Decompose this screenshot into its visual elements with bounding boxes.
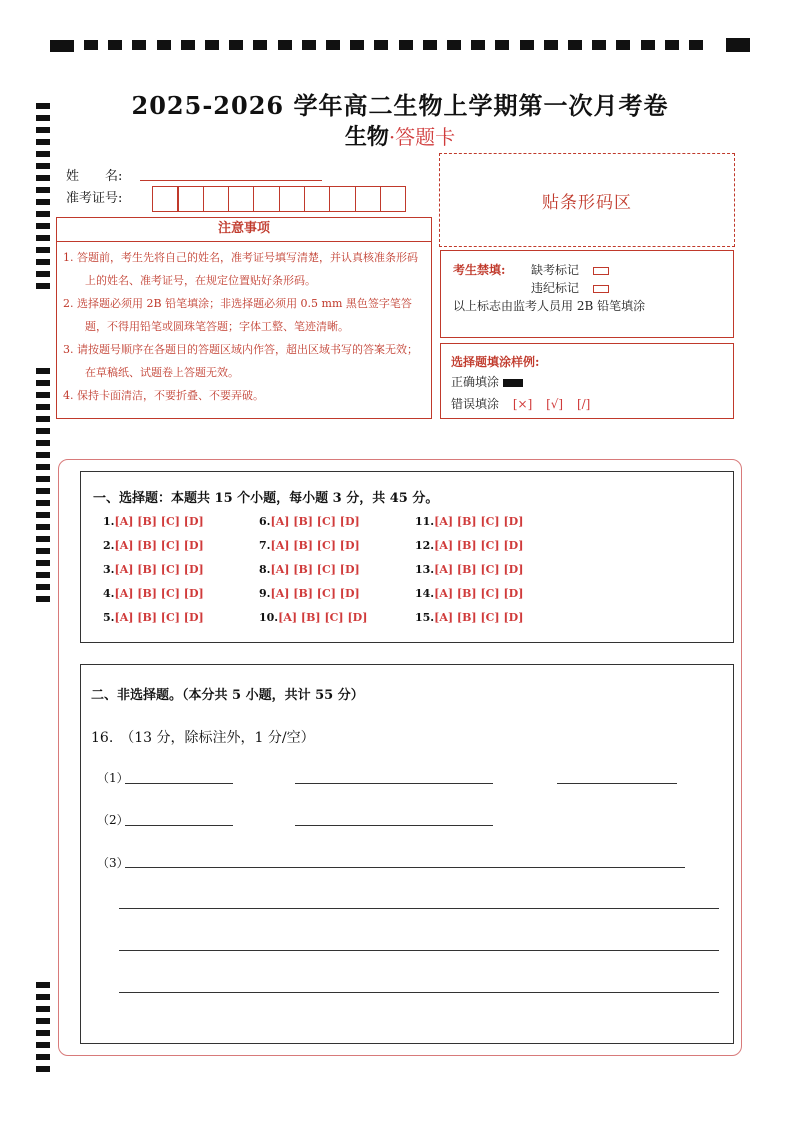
answer-line[interactable] <box>125 867 685 868</box>
subject-name: 生物 <box>344 124 389 150</box>
question-number: 13. <box>415 563 435 576</box>
mc-question-1[interactable] <box>103 515 204 528</box>
barcode-area <box>439 153 735 247</box>
examiner-only-title: 考生禁填: <box>453 263 506 277</box>
correct-fill-row <box>451 373 523 390</box>
answer-options[interactable]: [A] [B] [C] [D] <box>434 563 524 576</box>
answer-options[interactable]: [A] [B] [C] [D] <box>434 587 524 600</box>
barcode-label: 贴条形码区 <box>542 192 632 213</box>
mc-question-10[interactable] <box>259 611 367 624</box>
non-choice-section <box>80 664 734 1044</box>
answer-options[interactable]: [A] [B] [C] [D] <box>434 611 524 624</box>
id-digit-box[interactable] <box>228 186 255 212</box>
question-number: 5. <box>103 611 115 624</box>
correct-fill-label: 正确填涂 <box>451 375 500 389</box>
section1-title: 一、选择题：本题共 15 个小题，每小题 3 分，共 45 分。 <box>93 491 439 506</box>
question-number: 4. <box>103 587 115 600</box>
subject-title <box>0 120 800 151</box>
id-digit-box[interactable] <box>203 186 230 212</box>
mc-question-4[interactable] <box>103 587 204 600</box>
notice-item-4: 4. 保持卡面清洁，不要折叠、不要弄破。 <box>63 389 264 402</box>
examiner-note: 以上标志由监考人员用 2B 铅笔填涂 <box>453 299 646 313</box>
sheet-label: ·答题卡 <box>388 125 456 149</box>
part-3-label: （3） <box>97 856 129 870</box>
wrong-fill-label: 错误填涂 <box>451 397 500 411</box>
mc-question-3[interactable] <box>103 563 204 576</box>
answer-options[interactable]: [A] [B] [C] [D] <box>114 539 204 552</box>
wrong-fill-example-2: [√] <box>546 397 564 411</box>
question-number: 8. <box>259 563 271 576</box>
question-number: 11. <box>415 515 435 528</box>
id-digit-box[interactable] <box>380 186 407 212</box>
question-number: 9. <box>259 587 271 600</box>
answer-options[interactable]: [A] [B] [C] [D] <box>114 611 204 624</box>
fill-sample-title: 选择题填涂样例: <box>451 355 540 369</box>
answer-line[interactable] <box>295 783 493 784</box>
notice-item-3: 3. 请按题号顺序在各题目的答题区域内作答，超出区域书写的答案无效；在草稿纸、试题卷上答题无效。 <box>63 343 418 379</box>
id-digit-box[interactable] <box>304 186 331 212</box>
answer-options[interactable]: [A] [B] [C] [D] <box>270 587 360 600</box>
notice-box <box>56 217 432 419</box>
question-number: 10. <box>259 611 279 624</box>
mc-question-8[interactable] <box>259 563 360 576</box>
examiner-only-box <box>440 250 734 338</box>
absent-mark-row <box>531 261 609 278</box>
wrong-fill-row <box>451 395 590 412</box>
mc-question-11[interactable] <box>415 515 523 528</box>
id-digit-box[interactable] <box>253 186 280 212</box>
answer-line[interactable] <box>295 825 493 826</box>
mc-question-13[interactable] <box>415 563 523 576</box>
name-label: 姓 名: <box>66 169 123 184</box>
violation-mark-box[interactable] <box>593 285 609 293</box>
notice-item-1: 1. 答题前，考生先将自己的姓名，准考证号填写清楚，并认真核准条形码上的姓名、准考证号，在规定位置贴好条形码。 <box>63 251 418 287</box>
question-number: 1. <box>103 515 115 528</box>
name-field[interactable] <box>140 180 322 181</box>
part-1-label: （1） <box>97 771 129 785</box>
section2-title: 二、非选择题。（本分共 5 小题，共计 55 分） <box>91 688 364 703</box>
correct-fill-sample <box>503 379 523 387</box>
answer-line[interactable] <box>119 908 719 909</box>
answer-options[interactable]: [A] [B] [C] [D] <box>114 515 204 528</box>
answer-line[interactable] <box>119 950 719 951</box>
wrong-fill-example-3: [/] <box>576 397 591 411</box>
mc-question-15[interactable] <box>415 611 523 624</box>
question-number: 15. <box>415 611 435 624</box>
answer-options[interactable]: [A] [B] [C] [D] <box>270 515 360 528</box>
answer-line[interactable] <box>557 783 677 784</box>
violation-mark-label: 违纪标记 <box>531 281 580 295</box>
id-label: 准考证号: <box>66 191 123 206</box>
mc-question-7[interactable] <box>259 539 360 552</box>
question-number: 6. <box>259 515 271 528</box>
question-number: 14. <box>415 587 435 600</box>
answer-options[interactable]: [A] [B] [C] [D] <box>114 563 204 576</box>
id-digit-box[interactable] <box>279 186 306 212</box>
id-digit-box[interactable] <box>355 186 382 212</box>
notice-title: 注意事项 <box>57 218 431 242</box>
violation-mark-row <box>531 279 609 296</box>
question-number: 12. <box>415 539 435 552</box>
fill-sample-box <box>440 343 734 419</box>
answer-options[interactable]: [A] [B] [C] [D] <box>434 515 524 528</box>
question-number: 3. <box>103 563 115 576</box>
id-digit-box[interactable] <box>177 186 204 212</box>
answer-options[interactable]: [A] [B] [C] [D] <box>270 563 360 576</box>
question-number: 7. <box>259 539 271 552</box>
absent-mark-label: 缺考标记 <box>531 263 580 277</box>
mc-question-5[interactable] <box>103 611 204 624</box>
absent-mark-box[interactable] <box>593 267 609 275</box>
part-2-label: （2） <box>97 813 129 827</box>
wrong-fill-example-1: [×] <box>512 397 533 411</box>
exam-title: 2025-2026 学年高二生物上学期第一次月考卷 <box>131 91 669 120</box>
mc-question-14[interactable] <box>415 587 523 600</box>
mc-question-12[interactable] <box>415 539 523 552</box>
answer-options[interactable]: [A] [B] [C] [D] <box>114 587 204 600</box>
id-digit-box[interactable] <box>329 186 356 212</box>
id-number-boxes[interactable] <box>152 186 405 212</box>
notice-item-2: 2. 选择题必须用 2B 铅笔填涂；非选择题必须用 0.5 mm 黑色签字笔答题，不得用铅笔或圆珠笔答题；字体工整、笔迹清晰。 <box>63 297 412 333</box>
answer-line[interactable] <box>125 825 233 826</box>
answer-line[interactable] <box>125 783 233 784</box>
mc-question-9[interactable] <box>259 587 360 600</box>
question-number: 2. <box>103 539 115 552</box>
mc-question-6[interactable] <box>259 515 360 528</box>
mc-question-2[interactable] <box>103 539 204 552</box>
question-16-header: 16. （13 分，除标注外，1 分/空） <box>91 730 315 746</box>
id-digit-box[interactable] <box>152 186 179 212</box>
answer-options[interactable]: [A] [B] [C] [D] <box>270 539 360 552</box>
answer-line[interactable] <box>119 992 719 993</box>
answer-options[interactable]: [A] [B] [C] [D] <box>278 611 368 624</box>
multiple-choice-section <box>80 471 734 643</box>
answer-options[interactable]: [A] [B] [C] [D] <box>434 539 524 552</box>
